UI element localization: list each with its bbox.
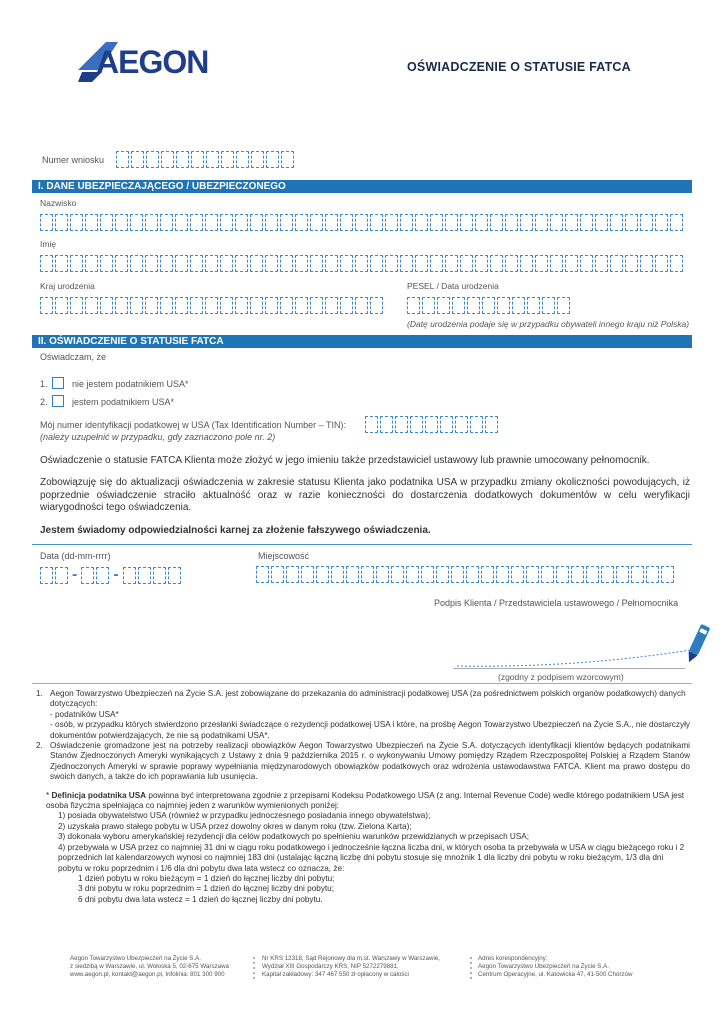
first-name-label: Imię: [40, 239, 57, 249]
footer-correspondence-address: Centrum Operacyjne, ul. Katowicka 47, 41-500 Chorzów: [478, 971, 633, 979]
char-box[interactable]: [271, 566, 284, 583]
application-number-label: Numer wniosku: [42, 155, 105, 165]
char-box[interactable]: [520, 214, 533, 231]
char-box[interactable]: [422, 297, 435, 314]
char-box[interactable]: [346, 566, 359, 583]
char-box[interactable]: [340, 255, 353, 272]
char-box[interactable]: [70, 297, 83, 314]
char-box[interactable]: [190, 214, 203, 231]
char-box[interactable]: [490, 214, 503, 231]
us-taxpayer-definition: [36, 791, 690, 905]
date-year-boxes[interactable]: [123, 567, 181, 584]
note-1: [36, 689, 690, 741]
char-box[interactable]: [460, 214, 473, 231]
char-box[interactable]: [526, 566, 539, 583]
criminal-liability-statement: Jestem świadomy odpowiedzialności karnej za złożenie fałszywego oświadczenia.: [40, 525, 431, 536]
char-box[interactable]: [145, 255, 158, 272]
char-box[interactable]: [595, 214, 608, 231]
char-box[interactable]: [281, 151, 294, 168]
char-box[interactable]: [370, 297, 383, 314]
char-box[interactable]: [595, 255, 608, 272]
char-box[interactable]: [175, 214, 188, 231]
char-box[interactable]: [250, 214, 263, 231]
date-field[interactable]: [40, 566, 181, 584]
char-box[interactable]: [145, 297, 158, 314]
pesel-label: PESEL / Data urodzenia: [407, 281, 499, 291]
char-box[interactable]: [355, 255, 368, 272]
footer-correspondence-company: Aegon Towarzystwo Ubezpieczeń na Życie S.A.: [478, 963, 609, 971]
char-box[interactable]: [556, 566, 569, 583]
char-box[interactable]: [445, 214, 458, 231]
char-box[interactable]: [655, 214, 668, 231]
char-box[interactable]: [100, 255, 113, 272]
char-box[interactable]: [430, 255, 443, 272]
char-box[interactable]: [452, 297, 465, 314]
date-day-boxes[interactable]: [40, 567, 68, 584]
char-box[interactable]: [40, 214, 53, 231]
section-1-header: I. DANE UBEZPIECZAJĄCEGO / UBEZPIECZONEGO: [32, 180, 692, 193]
char-box[interactable]: [153, 567, 166, 584]
char-box[interactable]: [490, 255, 503, 272]
char-box[interactable]: [485, 416, 498, 433]
date-separator: -: [113, 566, 119, 583]
char-box[interactable]: [475, 255, 488, 272]
char-box[interactable]: [512, 297, 525, 314]
char-box[interactable]: [265, 214, 278, 231]
char-box[interactable]: [40, 297, 53, 314]
char-box[interactable]: [361, 566, 374, 583]
char-box[interactable]: [266, 151, 279, 168]
char-box[interactable]: [640, 255, 653, 272]
surname-field[interactable]: [40, 214, 683, 231]
footer-separator-dots: [252, 956, 258, 987]
footer-correspondence-label: Adres korespondencyjny:: [478, 955, 548, 962]
char-box[interactable]: [130, 255, 143, 272]
conditions-list: [46, 811, 690, 905]
multiplier-previous-year: 3 dni pobytu w roku poprzednim = 1 dzień do łącznej liczby dni pobytu;: [78, 884, 335, 894]
char-box[interactable]: [496, 566, 509, 583]
char-box[interactable]: [565, 214, 578, 231]
char-box[interactable]: [280, 297, 293, 314]
char-box[interactable]: [601, 566, 614, 583]
char-box[interactable]: [70, 255, 83, 272]
char-box[interactable]: [355, 297, 368, 314]
char-box[interactable]: [85, 214, 98, 231]
first-name-field[interactable]: [40, 255, 683, 272]
char-box[interactable]: [421, 566, 434, 583]
char-box[interactable]: [466, 566, 479, 583]
char-box[interactable]: [460, 255, 473, 272]
char-box[interactable]: [55, 214, 68, 231]
char-box[interactable]: [265, 297, 278, 314]
char-box[interactable]: [475, 214, 488, 231]
char-box[interactable]: [115, 255, 128, 272]
char-box[interactable]: [451, 566, 464, 583]
signer-label: Podpis Klienta / Przedstawiciela ustawowego / Pełnomocnika: [434, 598, 679, 608]
char-box[interactable]: [481, 566, 494, 583]
footer-capital: Kapitał zakładowy: 347 467 550 zł opłacony w całości: [262, 971, 409, 979]
char-box[interactable]: [400, 214, 413, 231]
char-box[interactable]: [295, 297, 308, 314]
char-box[interactable]: [580, 214, 593, 231]
char-box[interactable]: [586, 566, 599, 583]
char-box[interactable]: [616, 566, 629, 583]
section-2-header: II. OŚWIADCZENIE O STATUSIE FATCA: [32, 335, 692, 348]
char-box[interactable]: [610, 255, 623, 272]
char-box[interactable]: [138, 567, 151, 584]
char-box[interactable]: [640, 214, 653, 231]
char-box[interactable]: [406, 566, 419, 583]
char-box[interactable]: [235, 255, 248, 272]
notes-section: [36, 689, 690, 905]
char-box[interactable]: [535, 255, 548, 272]
char-box[interactable]: [527, 297, 540, 314]
char-box[interactable]: [670, 255, 683, 272]
definition-title: Definicja podatnika USA: [51, 790, 147, 800]
condition-1: 1) posiada obywatelstwo USA (również w przypadku jednoczesnego posiadania innego obywatelstwa);: [58, 811, 431, 821]
condition-4-multipliers: [58, 874, 690, 905]
char-box[interactable]: [280, 214, 293, 231]
char-box[interactable]: [235, 214, 248, 231]
char-box[interactable]: [535, 214, 548, 231]
footer-correspondence: [478, 955, 632, 980]
declare-label: Oświadczam, że: [40, 352, 107, 362]
char-box[interactable]: [286, 566, 299, 583]
char-box[interactable]: [520, 255, 533, 272]
note-2: [36, 741, 690, 783]
char-box[interactable]: [280, 255, 293, 272]
char-box[interactable]: [430, 214, 443, 231]
option-2-number: 2.: [40, 397, 48, 407]
char-box[interactable]: [661, 566, 674, 583]
us-taxpayer-label: jestem podatnikiem USA*: [72, 397, 175, 407]
char-box[interactable]: [646, 566, 659, 583]
footer-separator-dots: [469, 956, 475, 987]
footer-company-contact: www.aegon.pl, kontakt@aegon.pl, Infolinia: 801 300 900: [70, 971, 225, 979]
char-box[interactable]: [400, 255, 413, 272]
specimen-note: (zgodny z podpisem wzorcowym): [498, 672, 624, 682]
char-box[interactable]: [250, 255, 263, 272]
date-separator: -: [72, 566, 78, 583]
char-box[interactable]: [55, 297, 68, 314]
date-month-boxes[interactable]: [81, 567, 109, 584]
char-box[interactable]: [310, 255, 323, 272]
update-obligation-paragraph: Zobowiązuję się do aktualizacji oświadczenia w zakresie statusu Klienta jako podatnika USA w przypadku zmiany okoliczności powodujących, iż poprzednie oświadczenie straciło aktualność oraz w razie konieczności do dostarczenia dodatkowych dokumentów w celu weryfikacji wiarygodności tego oświadczenia.: [40, 477, 690, 513]
char-box[interactable]: [325, 255, 338, 272]
char-box[interactable]: [85, 297, 98, 314]
char-box[interactable]: [625, 255, 638, 272]
char-box[interactable]: [70, 214, 83, 231]
char-box[interactable]: [220, 214, 233, 231]
char-box[interactable]: [497, 297, 510, 314]
definition-star: *: [46, 790, 50, 800]
note-1-item-b: - osób, w przypadku których stwierdzono przesłanki świadczące o rezydencji podatkowej USA i które, na prośbę Aegon Towarzystwo Ubezpieczeń na Życie S.A., nie dostarczyły dokumentów potwierdzających, że nie są podatnikami USA*.: [50, 720, 690, 740]
char-box[interactable]: [385, 255, 398, 272]
char-box[interactable]: [190, 255, 203, 272]
char-box[interactable]: [301, 566, 314, 583]
char-box[interactable]: [168, 567, 181, 584]
char-box[interactable]: [96, 567, 109, 584]
char-box[interactable]: [205, 297, 218, 314]
tin-field[interactable]: [365, 416, 498, 433]
char-box[interactable]: [130, 297, 143, 314]
char-box[interactable]: [325, 214, 338, 231]
footer-nip: Wydział XIII Gospodarczy KRS, NIP 5272279881,: [262, 963, 399, 971]
char-box[interactable]: [265, 255, 278, 272]
char-box[interactable]: [376, 566, 389, 583]
option-1-number: 1.: [40, 379, 48, 389]
document-title: OŚWIADCZENIE O STATUSIE FATCA: [407, 60, 631, 74]
char-box[interactable]: [437, 297, 450, 314]
char-box[interactable]: [445, 255, 458, 272]
birth-country-field[interactable]: [40, 297, 383, 314]
char-box[interactable]: [40, 567, 53, 584]
char-box[interactable]: [161, 151, 174, 168]
char-box[interactable]: [625, 214, 638, 231]
footer-company-name: Aegon Towarzystwo Ubezpieczeń na Życie S.A.: [70, 955, 201, 962]
char-box[interactable]: [571, 566, 584, 583]
char-box[interactable]: [116, 151, 129, 168]
char-box[interactable]: [250, 297, 263, 314]
char-box[interactable]: [610, 214, 623, 231]
condition-2: 2) uzyskała prawo stałego pobytu w USA przez dowolny okres w danym roku (tzw. Zielona Karta);: [58, 821, 412, 831]
definition-text: powinna być interpretowana zgodnie z przepisami Kodeksu Podatkowego USA (z ang. Internal Revenue Code) wedle którego podatnikiem USA jest osoba fizyczna spełniająca co najmniej jeden z warunków wymienionych poniżej:: [46, 790, 685, 811]
char-box[interactable]: [655, 255, 668, 272]
char-box[interactable]: [385, 214, 398, 231]
place-label: Miejscowość: [258, 551, 310, 561]
char-box[interactable]: [175, 255, 188, 272]
char-box[interactable]: [670, 214, 683, 231]
application-number-field[interactable]: [116, 151, 294, 168]
pesel-note: (Datę urodzenia podaje się w przypadku obywateli innego kraju niż Polska): [407, 319, 690, 329]
tin-note: (należy uzupełnić w przypadku, gdy zaznaczono pole nr. 2): [40, 432, 276, 442]
char-box[interactable]: [176, 151, 189, 168]
birth-country-label: Kraj urodzenia: [40, 281, 95, 291]
condition-4: 4) przebywała w USA przez co najmniej 31 dni w ciągu roku podatkowego i jednocześnie łączna liczba dni, w których osoba ta przebywała w USA w ciągu bieżącego roku i 2 poprzednich lat kalendarzowych wynosi co najmniej 183 dni (ustalając łączną liczbę dni pobytu stosuje się mnożnik 1 dla liczby dni pobytu w roku bieżącym, 1/3 dla dni pobytu w roku poprzednim i 1/6 dla dni pobytu dwa lata wstecz co oznacza, że:: [58, 842, 685, 873]
char-box[interactable]: [236, 151, 249, 168]
char-box[interactable]: [365, 416, 378, 433]
char-box[interactable]: [482, 297, 495, 314]
char-box[interactable]: [370, 214, 383, 231]
char-box[interactable]: [206, 151, 219, 168]
footer-registration: [262, 955, 440, 980]
char-box[interactable]: [145, 214, 158, 231]
char-box[interactable]: [391, 566, 404, 583]
char-box[interactable]: [256, 566, 269, 583]
footer-krs: Nr KRS 12318, Sąd Rejonowy dla m.st. Warszawy w Warszawie,: [262, 955, 441, 962]
char-box[interactable]: [380, 416, 393, 433]
us-taxpayer-checkbox[interactable]: [52, 395, 64, 407]
representative-paragraph: Oświadczenie o statusie FATCA Klienta może złożyć w jego imieniu także przedstawiciel ustawowy lub prawnie umocowany pełnomocnik.: [40, 455, 650, 466]
note-2-number: 2.: [36, 741, 43, 751]
char-box[interactable]: [295, 255, 308, 272]
multiplier-two-years-back: 6 dni pobytu dwa lata wstecz = 1 dzień do łącznej liczby dni pobytu.: [78, 894, 323, 904]
pesel-field[interactable]: [407, 297, 570, 314]
char-box[interactable]: [85, 255, 98, 272]
place-field[interactable]: [256, 566, 674, 583]
char-box[interactable]: [295, 214, 308, 231]
char-box[interactable]: [331, 566, 344, 583]
char-box[interactable]: [436, 566, 449, 583]
char-box[interactable]: [415, 214, 428, 231]
note-1-item-a: - podatników USA*: [50, 709, 119, 719]
char-box[interactable]: [81, 567, 94, 584]
char-box[interactable]: [467, 297, 480, 314]
char-box[interactable]: [131, 151, 144, 168]
condition-3: 3) dokonała wyboru amerykańskiej rezydencji dla celów podatkowych po spełnieniu warunków przewidzianych w przepisach USA;: [58, 832, 530, 842]
char-box[interactable]: [557, 297, 570, 314]
note-1-number: 1.: [36, 689, 43, 698]
char-box[interactable]: [100, 297, 113, 314]
char-box[interactable]: [160, 255, 173, 272]
char-box[interactable]: [565, 255, 578, 272]
footer-company: [70, 955, 229, 980]
char-box[interactable]: [205, 255, 218, 272]
char-box[interactable]: [220, 297, 233, 314]
char-box[interactable]: [115, 297, 128, 314]
char-box[interactable]: [550, 214, 563, 231]
notes-divider: [32, 683, 692, 684]
char-box[interactable]: [100, 214, 113, 231]
char-box[interactable]: [190, 297, 203, 314]
char-box[interactable]: [220, 255, 233, 272]
logo-text: AEGON: [96, 44, 209, 80]
char-box[interactable]: [130, 214, 143, 231]
char-box[interactable]: [235, 297, 248, 314]
date-label: Data (dd-mm-rrrr): [40, 551, 111, 561]
char-box[interactable]: [221, 151, 234, 168]
char-box[interactable]: [40, 255, 53, 272]
footer-company-address: z siedzibą w Warszawie, ul. Wołoska 5, 02-675 Warszawa: [70, 963, 229, 971]
char-box[interactable]: [440, 416, 453, 433]
char-box[interactable]: [541, 566, 554, 583]
signature-line: [453, 668, 685, 669]
char-box[interactable]: [160, 214, 173, 231]
char-box[interactable]: [115, 214, 128, 231]
multiplier-current-year: 1 dzień pobytu w roku bieżącym = 1 dzień do łącznej liczby dni pobytu;: [78, 873, 335, 883]
char-box[interactable]: [146, 151, 159, 168]
char-box[interactable]: [511, 566, 524, 583]
char-box[interactable]: [455, 416, 468, 433]
char-box[interactable]: [340, 214, 353, 231]
char-box[interactable]: [370, 255, 383, 272]
char-box[interactable]: [505, 214, 518, 231]
surname-label: Nazwisko: [40, 198, 77, 208]
char-box[interactable]: [505, 255, 518, 272]
not-us-taxpayer-checkbox[interactable]: [52, 377, 64, 389]
char-box[interactable]: [205, 214, 218, 231]
aegon-logo: [78, 40, 209, 84]
char-box[interactable]: [410, 416, 423, 433]
char-box[interactable]: [160, 297, 173, 314]
char-box[interactable]: [55, 255, 68, 272]
note-2-text: Oświadczenie gromadzone jest na potrzeby realizacji obowiązków Aegon Towarzystwo Ubezpieczeń na Życie S.A. dotyczących identyfikacji klientów będących podatnikami Stanów Zjednoczonych Ameryki wynikających z Ustawy z dnia 9 października 2015 r. o wykonywaniu Umowy pomiędzy Rządem Rzeczpospolitej Polskiej a Rządem Stanów Zjednoczonych Ameryki w sprawie poprawy wypełniania międzynarodowych obowiązków podatkowych oraz wdrożenia ustawodawstwa FATCA. Klient ma prawo dostępu do swoich danych, a także do ich poprawiania lub usunięcia.: [50, 741, 690, 782]
char-box[interactable]: [542, 297, 555, 314]
char-box[interactable]: [395, 416, 408, 433]
char-box[interactable]: [580, 255, 593, 272]
char-box[interactable]: [251, 151, 264, 168]
char-box[interactable]: [550, 255, 563, 272]
char-box[interactable]: [407, 297, 420, 314]
char-box[interactable]: [425, 416, 438, 433]
char-box[interactable]: [175, 297, 188, 314]
not-us-taxpayer-label: nie jestem podatnikiem USA*: [72, 379, 189, 389]
note-1-text: Aegon Towarzystwo Ubezpieczeń na Życie S.A. jest zobowiązane do przekazania do administracji podatkowej USA (za pośrednictwem polskich organów podatkowych) danych dotyczących:: [50, 689, 686, 709]
divider-line: [32, 544, 692, 545]
char-box[interactable]: [316, 566, 329, 583]
char-box[interactable]: [325, 297, 338, 314]
char-box[interactable]: [191, 151, 204, 168]
char-box[interactable]: [340, 297, 353, 314]
char-box[interactable]: [631, 566, 644, 583]
char-box[interactable]: [355, 214, 368, 231]
tin-label: Mój numer identyfikacji podatkowej w USA (Tax Identification Number – TIN):: [40, 420, 346, 430]
char-box[interactable]: [470, 416, 483, 433]
char-box[interactable]: [310, 214, 323, 231]
char-box[interactable]: [415, 255, 428, 272]
char-box[interactable]: [310, 297, 323, 314]
char-box[interactable]: [55, 567, 68, 584]
char-box[interactable]: [123, 567, 136, 584]
